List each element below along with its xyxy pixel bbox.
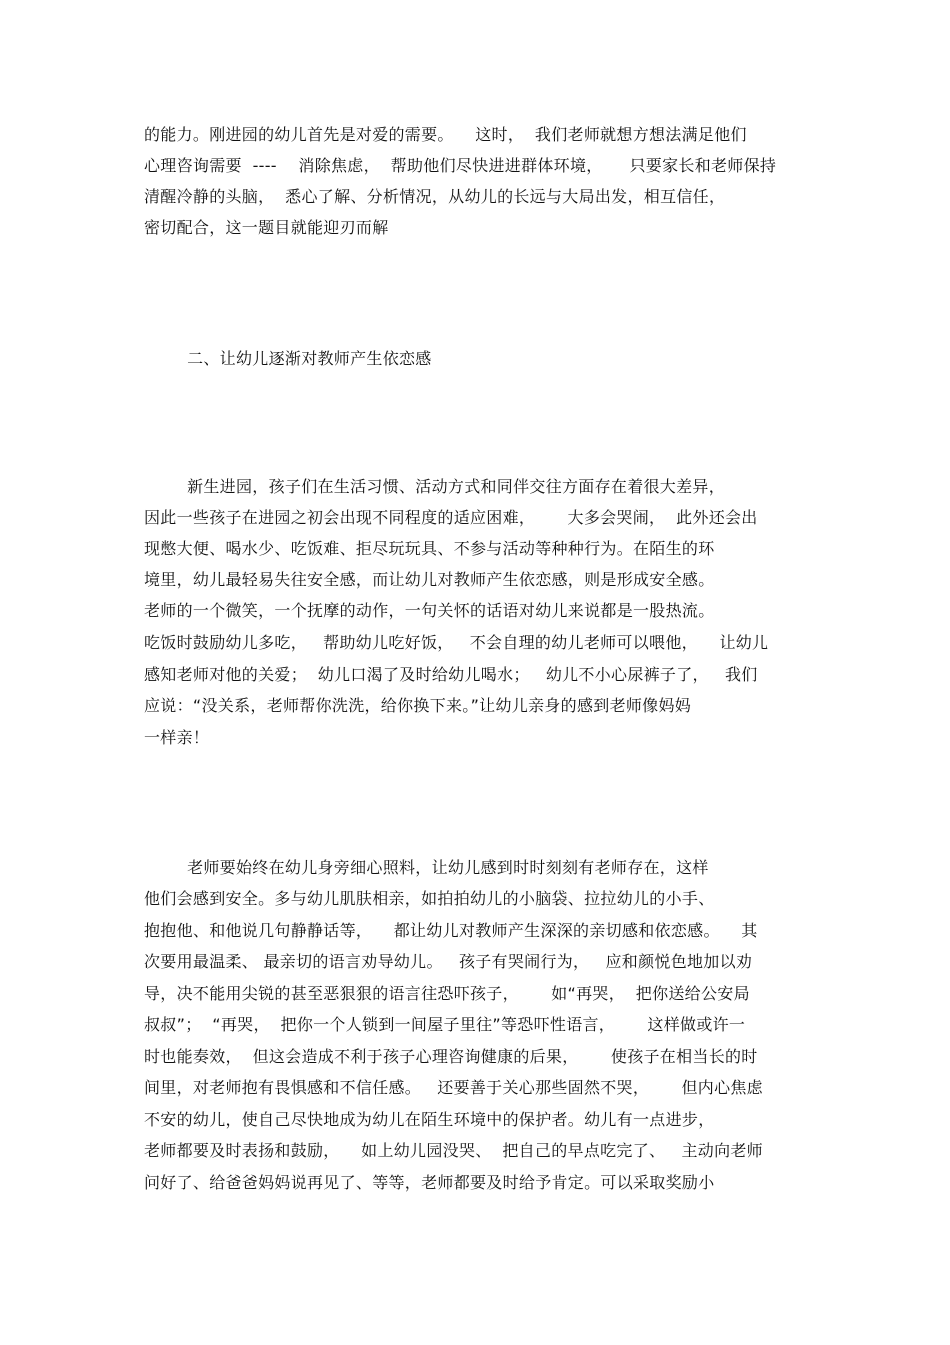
text-line: 老师都要及时表扬和鼓励， 如上幼儿园没哭、 把自己的早点吃完了、 主动向老师 — [144, 1141, 763, 1160]
text-line: 老师的一个微笑，一个抚摩的动作，一句关怀的话语对幼儿来说都是一股热流。 — [144, 601, 715, 620]
text-line: 密切配合，这一题目就能迎刃而解 — [144, 218, 389, 237]
section-heading: 二、让幼儿逐渐对教师产生依恋感 — [144, 349, 432, 368]
text-line: 导，决不能用尖锐的甚至恶狠狠的语言往恐吓孩子， 如“再哭， 把你送给公安局 — [144, 984, 750, 1003]
text-line: 叔叔”； “再哭， 把你一个人锁到一间屋子里往”等恐吓性语言， 这样做或许一 — [144, 1015, 746, 1034]
text-line: 的能力。刚进园的幼儿首先是对爱的需要。 这时， 我们老师就想方想法满足他们 — [144, 125, 747, 144]
text-line: 老师要始终在幼儿身旁细心照料，让幼儿感到时时刻刻有老师存在，这样 — [144, 858, 709, 877]
text-line: 他们会感到安全。多与幼儿肌肤相亲，如拍拍幼儿的小脑袋、拉拉幼儿的小手、 — [144, 889, 715, 908]
text-line: 新生进园，孩子们在生活习惯、活动方式和同伴交往方面存在着很大差异， — [144, 477, 725, 496]
text-line: 清醒冷静的头脑， 悉心了解、分析情况，从幼儿的长远与大局出发，相互信任， — [144, 187, 726, 206]
text-line: 因此一些孩子在进园之初会出现不同程度的适应困难， 大多会哭闹， 此外还会出 — [144, 508, 758, 527]
text-line: 心理咨询需要 ---- 消除焦虑， 帮助他们尽快进进群体环境， 只要家长和老师保持 — [144, 156, 777, 175]
text-line: 不安的幼儿，使自己尽快地成为幼儿在陌生环境中的保护者。幼儿有一点进步， — [144, 1110, 715, 1129]
text-line: 一样亲！ — [144, 728, 210, 747]
text-line: 吃饭时鼓励幼儿多吃， 帮助幼儿吃好饭， 不会自理的幼儿老师可以喂他， 让幼儿 — [144, 633, 769, 652]
text-line: 抱抱他、和他说几句静静话等， 都让幼儿对教师产生深深的亲切感和依恋感。 其 — [144, 921, 758, 940]
text-line: 问好了、给爸爸妈妈说再见了、等等，老师都要及时给予肯定。可以采取奖励小 — [144, 1173, 715, 1192]
text-line: 时也能奏效， 但这会造成不利于孩子心理咨询健康的后果， 使孩子在相当长的时 — [144, 1047, 758, 1066]
text-line: 间里，对老师抱有畏惧感和不信任感。 还要善于关心那些固然不哭， 但内心焦虑 — [144, 1078, 763, 1097]
text-line: 境里，幼儿最轻易失往安全感，而让幼儿对教师产生依恋感，则是形成安全感。 — [144, 570, 715, 589]
text-line: 现憋大便、喝水少、吃饭难、拒尽玩玩具、不参与活动等种种行为。在陌生的环 — [144, 539, 715, 558]
text-line: 感知老师对他的关爱； 幼儿口渴了及时给幼儿喝水； 幼儿不小心尿裤子了， 我们 — [144, 665, 758, 684]
text-line: 应说：“没关系，老师帮你洗洗，给你换下来。”让幼儿亲身的感到老师像妈妈 — [144, 696, 692, 715]
text-line: 次要用最温柔、 最亲切的语言劝导幼儿。 孩子有哭闹行为， 应和颜悦色地加以劝 — [144, 952, 753, 971]
